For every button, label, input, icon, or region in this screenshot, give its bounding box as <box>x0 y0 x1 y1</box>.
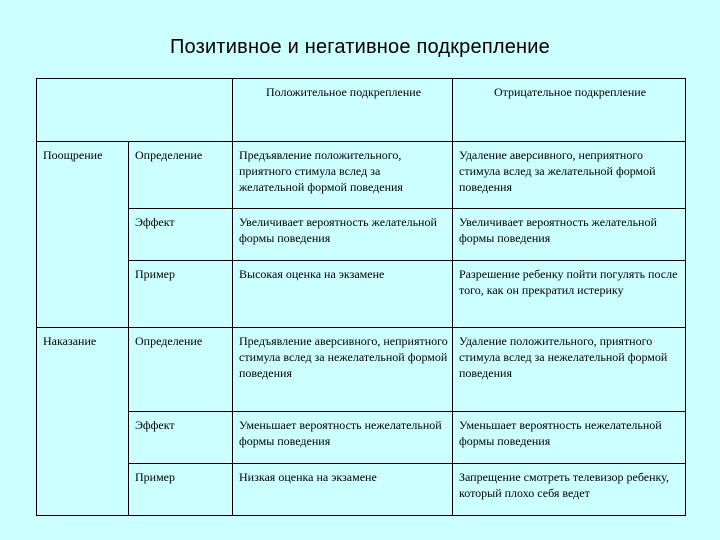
row-aspect: Эффект <box>129 209 233 261</box>
cell-negative: Удаление положительного, приятного стимула вслед за нежелательной формой поведения <box>453 328 686 412</box>
group-label-punishment: Наказание <box>37 328 129 516</box>
cell-positive: Предъявление аверсивного, неприятного стимула вслед за нежелательной формой поведения <box>233 328 453 412</box>
cell-positive: Высокая оценка на экзамене <box>233 261 453 328</box>
cell-positive: Увеличивает вероятность желательной формы поведения <box>233 209 453 261</box>
table-row <box>37 209 686 261</box>
page-title: Позитивное и негативное подкрепление <box>169 36 550 58</box>
corner-cell <box>37 79 233 142</box>
header-row <box>37 79 686 142</box>
cell-negative: Уменьшает вероятность нежелательной формы поведения <box>453 412 686 464</box>
cell-positive: Уменьшает вероятность нежелательной формы поведения <box>233 412 453 464</box>
row-aspect: Определение <box>129 142 233 209</box>
table-row <box>37 412 686 464</box>
group-label-reward: Поощрение <box>37 142 129 328</box>
cell-positive: Низкая оценка на экзамене <box>233 464 453 516</box>
row-aspect: Определение <box>129 328 233 412</box>
cell-negative: Разрешение ребенку пойти погулять после того, как он прекратил истерику <box>453 261 686 328</box>
table-row <box>37 328 686 412</box>
reinforcement-table <box>36 78 686 516</box>
column-header-positive: Положительное подкрепление <box>233 79 453 142</box>
row-aspect: Пример <box>129 261 233 328</box>
cell-positive: Предъявление положительного, приятного стимула вслед за желательной формой поведения <box>233 142 453 209</box>
cell-negative: Удаление аверсивного, неприятного стимула вслед за желательной формой поведения <box>453 142 686 209</box>
table-row <box>37 142 686 209</box>
row-aspect: Пример <box>129 464 233 516</box>
cell-negative: Увеличивает вероятность желательной формы поведения <box>453 209 686 261</box>
cell-negative: Запрещение смотреть телевизор ребенку, который плохо себя ведет <box>453 464 686 516</box>
column-header-negative: Отрицательное подкрепление <box>453 79 686 142</box>
row-aspect: Эффект <box>129 412 233 464</box>
table-row <box>37 261 686 328</box>
table-row <box>37 464 686 516</box>
